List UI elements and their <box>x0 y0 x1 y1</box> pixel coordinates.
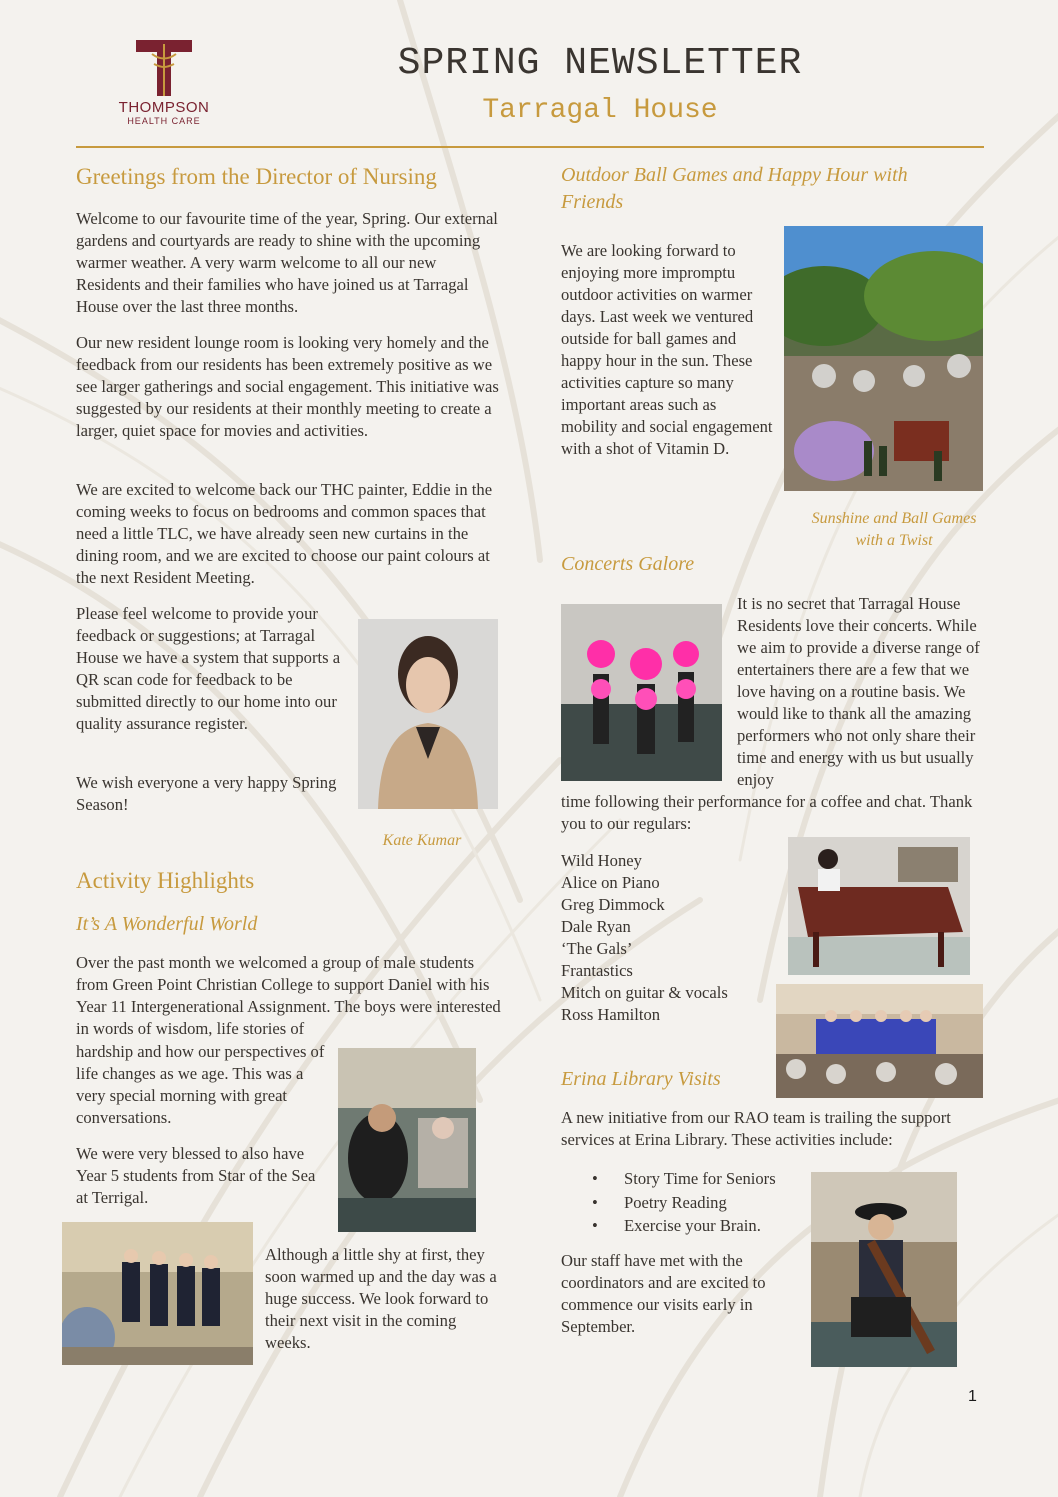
header-divider <box>76 146 984 148</box>
musician-photo-icon <box>811 1172 957 1367</box>
students-with-residents-photo <box>338 1048 476 1232</box>
activity-paragraph-1: Over the past month we welcomed a group of male students from Green Point Christian College to support Daniel with his Year 11 Intergenerational Assignment. The boys were interested in words of wisdom, life stories of <box>76 953 501 1038</box>
logo-name: THOMPSON <box>118 99 210 116</box>
director-photo <box>358 619 498 809</box>
activity-subheading: It’s A Wonderful World <box>76 913 258 935</box>
concerts-heading: Concerts Galore <box>561 553 695 575</box>
outdoor-paragraph: We are looking forward to enjoying more impromptu outdoor activities on warmer days. Last week we ventured outside for ball games and happy hour in the sun. These activities capture so many important areas such as mobility and social engagement with a shot of Vitamin D. <box>561 241 773 458</box>
page-number: 1 <box>968 1388 977 1405</box>
greetings-paragraph-4: Please feel welcome to provide your feedback or suggestions; at Tarragal House we have a system that supports a QR scan code for feedback to be submitted directly to our home into our quality assurance register. <box>76 604 341 733</box>
greetings-paragraph-2: Our new resident lounge room is looking very homely and the feedback from our residents has been extremely positive as we see larger gatherings and social engagement. This initiative was suggested by our residents at their monthly meeting to create a larger, quiet space for movies and activities. <box>76 333 499 440</box>
library-activity-item: • Exercise your Brain. <box>561 1214 801 1238</box>
activity-paragraph-1-continued: hardship and how our perspectives of life changes as we age. This was a very special morning with great conversations. <box>76 1042 325 1127</box>
performer-item: Wild Honey <box>561 851 642 870</box>
didgeridoo-performer-photo <box>811 1172 957 1367</box>
performer-item: Frantastics <box>561 961 633 980</box>
choir-performance-photo <box>776 984 983 1098</box>
portrait-image-icon <box>358 619 498 809</box>
library-activities-list <box>561 1167 801 1238</box>
performer-item: Mitch on guitar & vocals <box>561 983 728 1002</box>
year-5-students-photo <box>62 1222 253 1365</box>
director-photo-caption: Kate Kumar <box>382 832 462 849</box>
greetings-paragraph-3: We are excited to welcome back our THC painter, Eddie in the coming weeks to focus on bedrooms and common spaces that need a little TLC, we have already seen new curtains in the dining room, and we are excited to choose our paint colours at the next Resident Meeting. <box>76 480 493 587</box>
piano-performer-photo <box>788 837 970 975</box>
library-activity-item: • Story Time for Seniors <box>561 1167 801 1191</box>
concerts-paragraph: It is no secret that Tarragal House Residents love their concerts. While we aim to provide a diverse range of entertainers there are a few that we love having on a routine basis. We would like to thank all the amazing performers who not only share their time and energy with us but usually enjoy <box>737 594 980 789</box>
dancers-photo-icon <box>561 604 722 781</box>
outdoor-photo-caption: Sunshine and Ball Games with a Twist <box>811 510 977 549</box>
performers-list <box>561 850 771 1026</box>
activity-paragraph-2: We were very blessed to also have Year 5 students from Star of the Sea at Terrigal. <box>76 1144 316 1207</box>
performer-item: Ross Hamilton <box>561 1005 661 1024</box>
greetings-paragraph-1: Welcome to our favourite time of the year, Spring. Our external gardens and courtyards are ready to shine with the upcoming warmer weather. A very warm welcome to all our new Residents and their families who have joined us at Tarragal House over the last three months. <box>76 209 498 316</box>
activity-heading: Activity Highlights <box>76 868 255 893</box>
activity-paragraph-3: Although a little shy at first, they soon warmed up and the day was a huge success. We look forward to their next visit in the coming weeks. <box>265 1245 497 1352</box>
outdoor-heading: Outdoor Ball Games and Happy Hour with Friends <box>561 164 908 213</box>
group-photo-icon <box>338 1048 476 1232</box>
library-activity-item: • Poetry Reading <box>561 1191 801 1215</box>
logo-t-mark-icon <box>112 38 216 100</box>
library-heading: Erina Library Visits <box>561 1068 721 1090</box>
library-paragraph-1: A new initiative from our RAO team is trailing the support services at Erina Library. These activities include: <box>561 1108 951 1149</box>
showgirls-performance-photo <box>561 604 722 781</box>
garden-party-photo-icon <box>784 226 983 491</box>
performer-item: Greg Dimmock <box>561 895 665 914</box>
newsletter-title: SPRING NEWSLETTER <box>397 42 803 85</box>
classroom-photo-icon <box>62 1222 253 1365</box>
piano-photo-icon <box>788 837 970 975</box>
performer-item: Dale Ryan <box>561 917 631 936</box>
newsletter-subtitle: Tarragal House <box>482 95 718 126</box>
performer-item: Alice on Piano <box>561 873 660 892</box>
library-paragraph-2: Our staff have met with the coordinators and are excited to commence our visits early in September. <box>561 1251 766 1336</box>
concerts-paragraph-continued: time following their performance for a coffee and chat. Thank you to our regulars: <box>561 792 973 833</box>
thompson-logo <box>112 38 216 134</box>
performer-item: ‘The Gals’ <box>561 939 633 958</box>
logo-tagline: HEALTH CARE <box>127 116 201 126</box>
choir-photo-icon <box>776 984 983 1098</box>
outdoor-ball-games-photo <box>784 226 983 491</box>
greetings-heading: Greetings from the Director of Nursing <box>76 164 437 189</box>
greetings-paragraph-5: We wish everyone a very happy Spring Season! <box>76 773 337 814</box>
